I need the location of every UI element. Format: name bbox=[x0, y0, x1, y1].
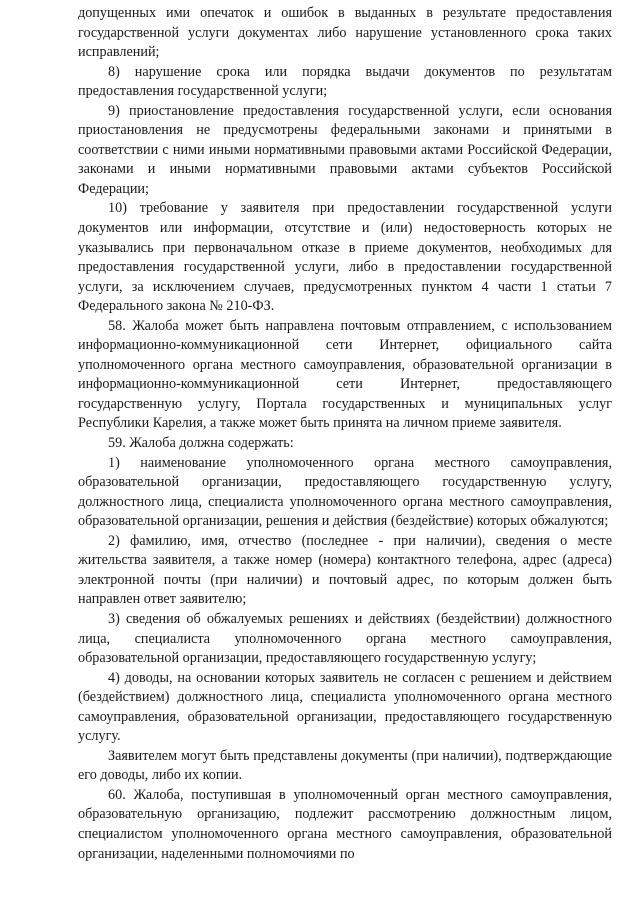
paragraph-59-item-1: 1) наименование уполномоченного органа местного самоуправления, образовательной организации, предоставляющего государственную услугу, должностного лица, специалиста уполномоченного органа местного самоуправления, образовательной организации, решения и действия (бездействие) которых обжалуются; bbox=[78, 454, 612, 530]
paragraph-item-10: 10) требование у заявителя при предоставлении государственной услуги документов или информации, отсутствие и (или) недостоверность которых не указывались при первоначальном отказе в приеме документов, необходимых для предоставления государственной услуги, либо в предоставлении государственной услуги, за исключением случаев, предусмотренных пунктом 4 части 1 статьи 7 Федерального закона № 210-ФЗ. bbox=[78, 200, 612, 315]
paragraph-item-9: 9) приостановление предоставления государственной услуги, если основания приостановления не предусмотрены федеральными законами и принятыми в соответствии с ними иными нормативными правовыми актами Российской Федерации, законами и иными нормативными правовыми актами субъектов Российской Федерации; bbox=[78, 102, 612, 197]
paragraph-item-8: 8) нарушение срока или порядка выдачи документов по результатам предоставления государственной услуги; bbox=[78, 63, 612, 100]
paragraph-59-heading: 59. Жалоба должна содержать: bbox=[108, 435, 294, 452]
paragraph-58: 58. Жалоба может быть направлена почтовым отправлением, с использованием информационно-коммуникационной сети Интернет, официального сайта уполномоченного органа местного самоуправления, образовательной организации в информационно-коммуникационной сети Интернет, предоставляющего государственную услугу, Портала государственных и муниципальных услуг Республики Карелия, а также может быть принята на личном приеме заявителя. bbox=[78, 317, 612, 432]
paragraph-59-item-3: 3) сведения об обжалуемых решениях и действиях (бездействии) должностного лица, специалиста уполномоченного органа местного самоуправления, образовательной организации, предоставляющего государственную услугу; bbox=[78, 610, 612, 667]
paragraph-continuation: допущенных ими опечаток и ошибок в выданных в результате предоставления государственной услуги документах либо нарушение установленного срока таких исправлений; bbox=[78, 5, 612, 61]
paragraph-59-note: Заявителем могут быть представлены документы (при наличии), подтверждающие его доводы, либо их копии. bbox=[78, 747, 612, 784]
document-page bbox=[78, 4, 612, 864]
paragraph-59-item-4: 4) доводы, на основании которых заявитель не согласен с решением и действием (бездействием) должностного лица, специалиста уполномоченного органа местного самоуправления, образовательной организации, предоставляющего государственную услугу. bbox=[78, 669, 612, 745]
paragraph-60: 60. Жалоба, поступившая в уполномоченный орган местного самоуправления, образовательную организацию, подлежит рассмотрению должностным лицом, специалистом уполномоченного органа местного самоуправления, образовательной организации, наделенными полномочиями по bbox=[78, 786, 612, 862]
paragraph-59-item-2: 2) фамилию, имя, отчество (последнее - при наличии), сведения о месте жительства заявителя, а также номер (номера) контактного телефона, адрес (адреса) электронной почты (при наличии) и почтовый адрес, по которым должен быть направлен ответ заявителю; bbox=[78, 532, 612, 608]
